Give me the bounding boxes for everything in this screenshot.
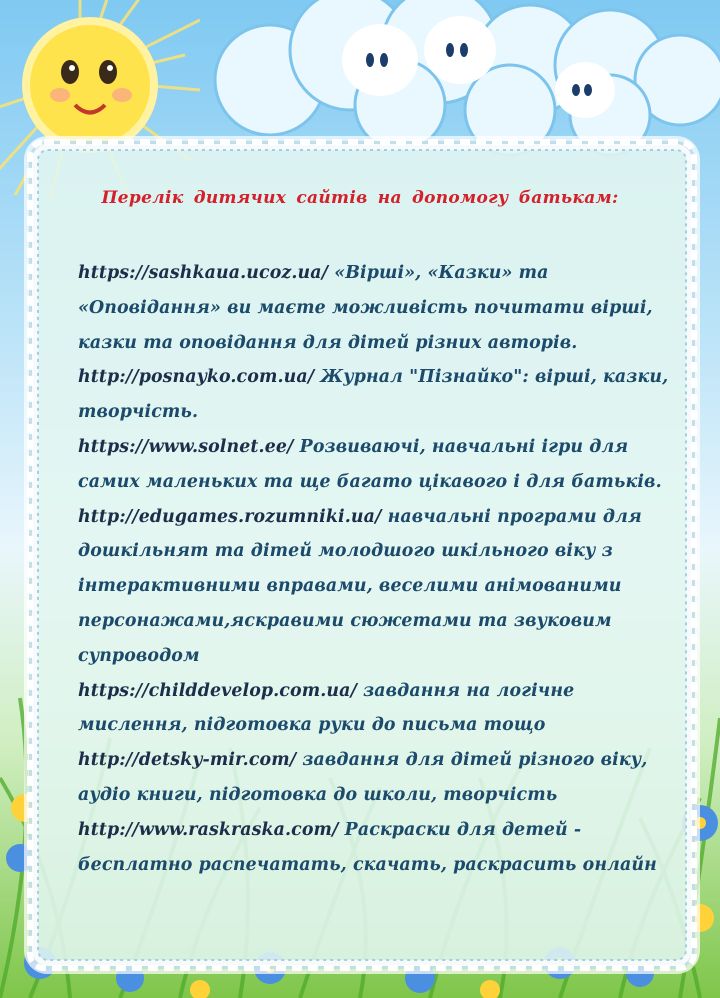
site-link[interactable]: http://posnayko.com.ua/ bbox=[78, 367, 315, 388]
site-description: Розвиваючі, навчальні ігри для самих маленьких та ще багато цікавого і для батьків. bbox=[78, 436, 662, 492]
site-description: «Вірші», «Казки» та «Оповідання» ви маєте можливість почитати вірші, казки та оповідання для дітей різних авторів. bbox=[78, 263, 653, 353]
list-item bbox=[78, 256, 674, 360]
list-item bbox=[78, 674, 674, 744]
list-item bbox=[78, 360, 674, 430]
site-link[interactable]: https://sashkaua.ucoz.ua/ bbox=[78, 263, 329, 283]
site-list bbox=[78, 256, 674, 882]
site-description: завдання на логічне мислення, підготовка руки до письма тощо bbox=[78, 680, 575, 736]
list-item bbox=[78, 743, 674, 813]
site-link[interactable]: https://childdevelop.com.ua/ bbox=[78, 680, 357, 701]
list-item bbox=[78, 500, 674, 674]
site-description: завдання для дітей різного віку, аудіо книги, підготовка до школи, творчість bbox=[78, 750, 648, 805]
page-title: Перелік дитячих сайтів на допомогу батькам: bbox=[101, 188, 619, 208]
list-item bbox=[78, 430, 674, 500]
site-description: навчальні програми для дошкільнят та дітей молодшого шкільного віку з інтерактивними вправами, веселими анімованими персонажами,яскравими сюжетами та звуковим супроводом bbox=[78, 506, 642, 666]
site-description: Журнал "Пізнайко": вірші, казки, творчість. bbox=[78, 367, 669, 423]
site-description: Раскраски для детей - бесплатно распечатать, скачать, раскрасить онлайн bbox=[78, 819, 657, 875]
site-link[interactable]: http://edugames.rozumniki.ua/ bbox=[78, 506, 382, 527]
list-item bbox=[78, 813, 674, 883]
site-link[interactable]: http://detsky-mir.com/ bbox=[78, 750, 297, 771]
cloud-sheep-illustration bbox=[190, 0, 720, 160]
site-link[interactable]: https://www.solnet.ee/ bbox=[78, 436, 294, 457]
site-link[interactable]: http://www.raskraska.com/ bbox=[78, 819, 339, 840]
